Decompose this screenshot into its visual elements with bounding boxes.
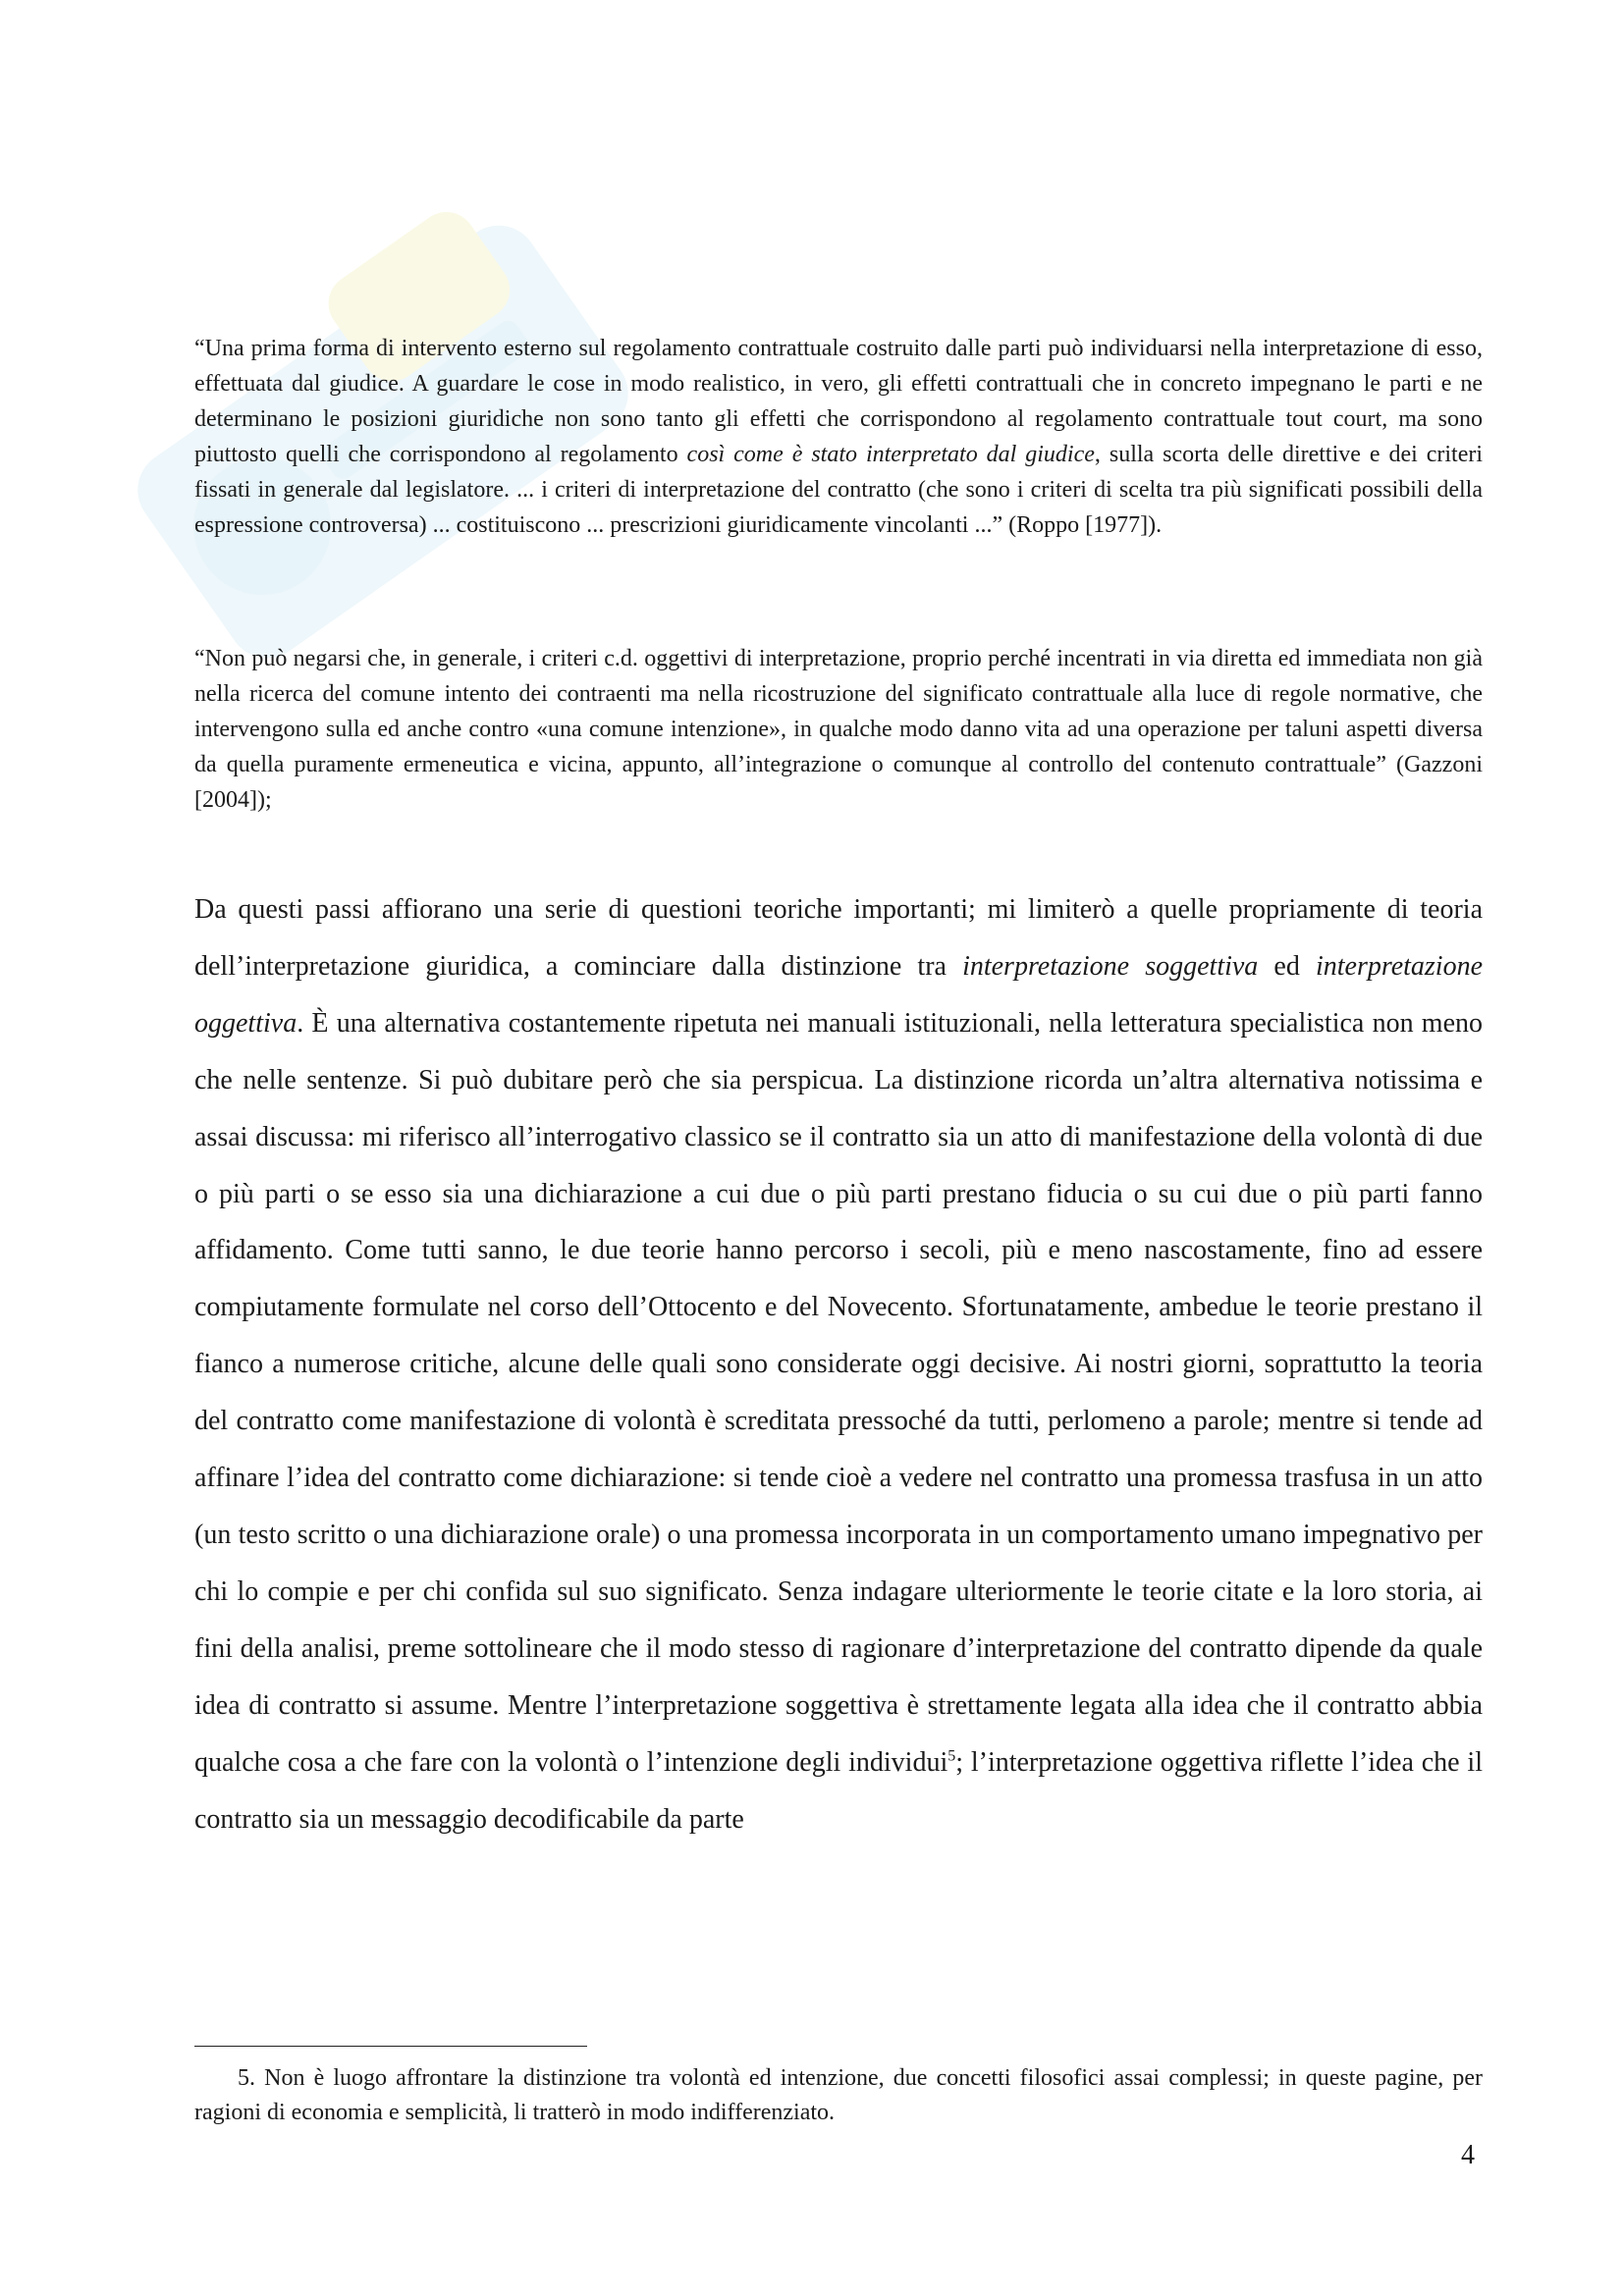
body-text-1: Da questi passi affiorano una serie di questioni teoriche importanti; mi limiterò a quelle propriamente di teoria dell’interpretazione giuridica, a cominciare dalla distinzione tra bbox=[194, 894, 1483, 982]
body-text-3: . È una alternativa costantemente ripetuta nei manuali istituzionali, nella letteratura specialistica non meno che nelle sentenze. Si può dubitare però che sia perspicua. La distinzione ricorda un’altra alternativa notissima e assai discussa: mi riferisco all’interrogativo classico se il contratto sia un atto di manifestazione della volontà di due o più parti o se esso sia una dichiarazione a cui due o più parti prestano fiducia o su cui due o più parti fanno affidamento. Come tutti sanno, le due teorie hanno percorso i secoli, più e meno nascostamente, fino ad essere compiutamente formulate nel corso dell’Ottocento e del Novecento. Sfortunatamente, ambedue le teorie prestano il fianco a numerose critiche, alcune delle quali sono considerate oggi decisive. Ai nostri giorni, soprattutto la teoria del contratto come manifestazione di volontà è screditata pressoché da tutti, perlomeno a parole; mentre si tende ad affinare l’idea del contratto come dichiarazione: si tende cioè a vedere nel contratto una promessa trasfusa in un atto (un testo scritto o una dichiarazione orale) o una promessa incorporata in un comportamento umano impegnativo per chi lo compie e per chi confida sul suo significato. Senza indagare ulteriormente le teorie citate e la loro storia, ai fini della analisi, preme sottolineare che il modo stesso di ragionare d’interpretazione del contratto dipende da quale idea di contratto si assume. Mentre l’interpretazione soggettiva è strettamente legata alla idea che il contratto abbia qualche cosa a che fare con la volontà o l’intenzione degli individui bbox=[194, 1007, 1483, 1778]
quote-gazzoni: “Non può negarsi che, in generale, i criteri c.d. oggettivi di interpretazione, proprio perché incentrati in via diretta ed immediata non già nella ricerca del comune intento dei contraenti ma nella ricostruzione del significato contrattuale alla luce di regole normative, che intervengono sulla ed anche contro «una comune intenzione», in qualche modo danno vita ad una operazione per taluni aspetti diversa da quella puramente ermeneutica e vicina, appunto, all’integrazione o comunque al controllo del contenuto contrattuale” (Gazzoni [2004]); bbox=[194, 646, 1483, 813]
footnote-5: 5. Non è luogo affrontare la distinzione tra volontà ed intenzione, due concetti filosofici assai complessi; in queste pagine, per ragioni di economia e semplicità, li tratterò in modo indifferenziato. bbox=[194, 2065, 1483, 2125]
body-paragraph bbox=[194, 881, 1483, 1847]
body-italic-oggettiva: interpretazione oggettiva bbox=[194, 950, 1484, 1039]
body-text-4: ; l’interpretazione oggettiva riflette l’idea che il contratto sia un messaggio decodificabile da parte bbox=[194, 1746, 1483, 1835]
page-number: 4 bbox=[1461, 2140, 1475, 2170]
quote-roppo bbox=[194, 331, 1483, 543]
quote-roppo-italic: così come è stato interpretato dal giudice bbox=[686, 442, 1095, 467]
document-page bbox=[194, 0, 1483, 2296]
quote-roppo-text-1: “Una prima forma di intervento esterno sul regolamento contrattuale costruito dalle parti può individuarsi nella interpretazione di esso, effettuata dal giudice. A guardare le cose in modo realistico, in vero, gli effetti contrattuali che in concreto impegnano le parti e ne determinano le posizioni giuridiche non sono tanto gli effetti che corrispondono al regolamento contrattuale tout court, ma sono piuttosto quelli che corrispondono al regolamento bbox=[194, 336, 1483, 467]
quote-roppo-text-2: , sulla scorta delle direttive e dei criteri fissati in generale dal legislatore. ... i criteri di interpretazione del contratto (che sono i criteri di scelta tra più significati possibili della espressione controversa) ... costituiscono ... prescrizioni giuridicamente vincolanti ...” (Roppo [1977]). bbox=[194, 442, 1484, 538]
footnote-reference[interactable]: 5 bbox=[947, 1747, 956, 1765]
body-italic-soggettiva: interpretazione soggettiva bbox=[962, 950, 1259, 982]
footnote-separator bbox=[194, 2046, 587, 2047]
body-text-2: ed bbox=[1258, 950, 1316, 982]
